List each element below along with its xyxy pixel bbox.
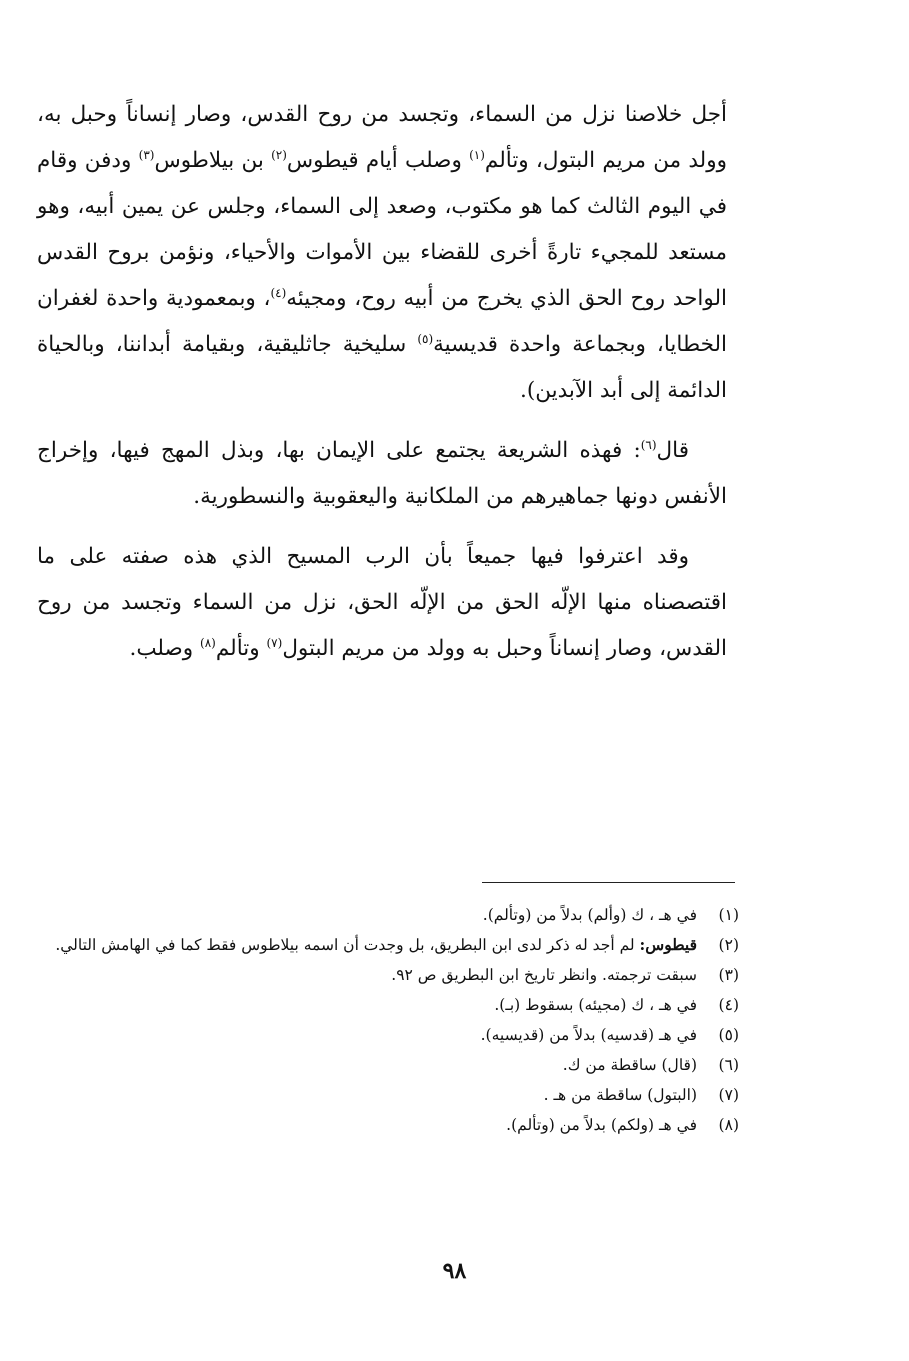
- footnote-item: [39, 1020, 739, 1050]
- footnote-item: [39, 930, 739, 960]
- footnote-number: (٥): [718, 1026, 739, 1044]
- footnotes-list: [39, 900, 739, 1140]
- footnote-number: (١): [718, 906, 739, 924]
- footnote-ref-4[interactable]: (٤): [270, 285, 287, 300]
- footnote-item: [39, 990, 739, 1020]
- text-segment: بن بيلاطوس: [154, 148, 272, 173]
- footnote-text: في هـ (ولكم) بدلاً من (وتألم).: [506, 1116, 697, 1134]
- footnote-body: لم أجد له ذكر لدى ابن البطريق، بل وجدت أن اسمه بيلاطوس فقط كما في الهامش التالي.: [55, 936, 640, 954]
- paragraph-qal: [37, 428, 727, 520]
- footnote-number: (٧): [718, 1086, 739, 1104]
- text-segment: سليخية جاثليقية، وبقيامة أبداننا، وبالحياة الدائمة إلى أبد الآبدين).: [37, 332, 727, 403]
- footnote-text: سبقت ترجمته. وانظر تاريخ ابن البطريق ص ٩٢.: [391, 966, 697, 984]
- paragraph-creed: [37, 92, 727, 414]
- footnote-divider: [482, 882, 735, 883]
- footnote-text: في هـ ، ك (وألم) بدلاً من (وتألم).: [482, 906, 697, 924]
- text-segment: : فهذه الشريعة يجتمع على الإيمان بها، وبذل المهج فيها، وإخراج الأنفس دونها جماهيرهم من الملكانية واليعقوبية والنسطورية.: [37, 438, 727, 509]
- footnote-ref-2[interactable]: (٢): [271, 147, 287, 162]
- footnote-number: (٨): [718, 1116, 739, 1134]
- footnote-ref-1[interactable]: (١): [469, 147, 485, 162]
- footnote-number: (٤): [718, 996, 739, 1014]
- footnote-ref-8[interactable]: (٨): [200, 635, 216, 650]
- text-segment: أجل خلاصنا نزل من السماء، وتجسد من روح القدس، وصار إنساناً وحبل به، وولد من مريم البتول، وتألم: [37, 102, 727, 173]
- footnote-number: (٢): [718, 936, 739, 954]
- text-segment: ودفن وقام في اليوم الثالث كما هو مكتوب، وصعد إلى السماء، وجلس عن يمين أبيه، وهو مستعد للمجيء تارةً أخرى للقضاء بين الأموات والأحياء، ونؤمن بروح القدس الواحد روح الحق الذي يخرج من أبيه روح، ومجيئه: [37, 148, 727, 311]
- text-segment: وتألم: [215, 636, 267, 661]
- page-number: ٩٨: [442, 1258, 467, 1284]
- paragraph-confession: [37, 534, 727, 672]
- footnote-ref-6[interactable]: (٦): [640, 437, 657, 452]
- text-segment: وصلب.: [129, 636, 201, 661]
- footnote-text: في هـ ، ك (مجيئه) بسقوط (بـ).: [494, 996, 697, 1014]
- text-segment: وصلب أيام قيطوس: [286, 148, 470, 173]
- text-segment: وقد اعترفوا فيها جميعاً بأن الرب المسيح الذي هذه صفته على ما اقتصصناه منها الإلّه الحق من الإلّه الحق، نزل من السماء وتجسد من روح القدس، وصار إنساناً وحبل به وولد من مريم البتول: [37, 544, 727, 661]
- text-segment: قال: [656, 438, 689, 463]
- footnote-item: [39, 960, 739, 990]
- footnote-text: في هـ (قدسيه) بدلاً من (قديسيه).: [480, 1026, 697, 1044]
- footnote-text: [39, 930, 697, 960]
- footnote-number: (٦): [718, 1056, 739, 1074]
- footnote-number: (٣): [718, 966, 739, 984]
- main-text: [37, 92, 727, 672]
- footnote-ref-7[interactable]: (٧): [266, 635, 283, 650]
- footnote-text: (البتول) ساقطة من هـ .: [543, 1086, 697, 1104]
- footnote-ref-5[interactable]: (٥): [417, 331, 434, 346]
- footnote-item: [39, 1110, 739, 1140]
- footnote-item: [39, 1080, 739, 1110]
- footnote-ref-3[interactable]: (٣): [138, 147, 155, 162]
- text-segment: ، وبمعمودية واحدة لغفران الخطايا، وبجماعة واحدة قديسية: [37, 286, 727, 357]
- footnote-item: [39, 1050, 739, 1080]
- footnote-text: (قال) ساقطة من ك.: [562, 1056, 697, 1074]
- footnote-lead-term: قيطوس:: [639, 935, 697, 954]
- footnote-item: [39, 900, 739, 930]
